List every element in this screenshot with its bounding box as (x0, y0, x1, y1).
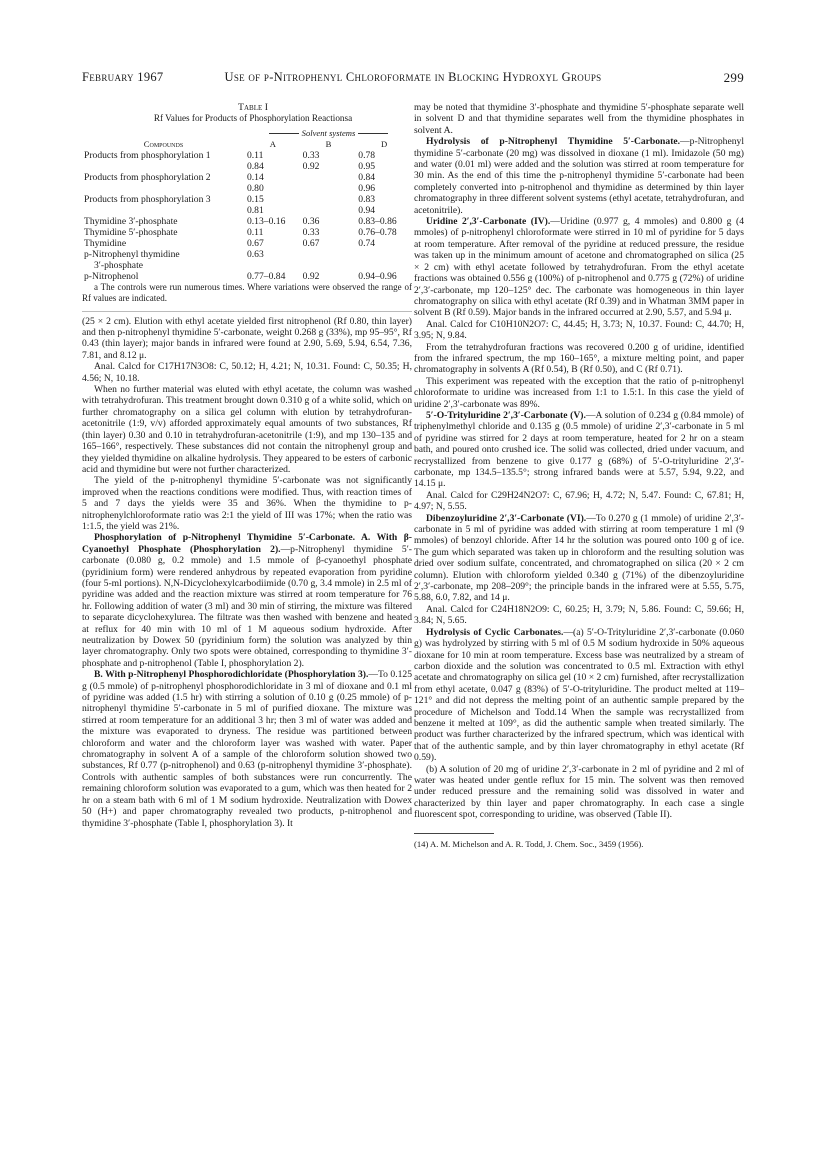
paragraph-text: (b) A solution of 20 mg of uridine 2′,3′-carbonate in 2 ml of pyridine and 2 ml of water was heated under gentle reflux for 15 min. The solvent was then removed under reduced pressure and the remaining solid was dissolved in water and characterized by thin layer and paper chromatography. In each case a single fluorescent spot, corresponding to uridine, was observed (Table II). (414, 763, 744, 821)
header-title: Use of p-Nitrophenyl Chloroformate in Blocking Hydroxyl Groups (224, 70, 602, 84)
column-header: Compounds (143, 138, 184, 149)
compound-cell: Thymidine (84, 237, 127, 249)
rf-value-cell: 0.81 (246, 204, 264, 216)
rf-value-cell: 0.84 (246, 160, 264, 172)
column-header: A (269, 138, 276, 149)
compound-cell: Thymidine 5′-phosphate (84, 226, 178, 238)
paragraph (414, 342, 744, 376)
rf-value-cell: 0.67 (302, 237, 320, 249)
compound-cell: p-Nitrophenyl thymidine (84, 248, 180, 260)
rf-value-cell: 0.77–0.84 (246, 270, 286, 282)
running-header (82, 70, 744, 86)
section-heading: Hydrolysis of p-Nitrophenyl Thymidine 5′-Carbonate. (426, 136, 681, 148)
solvent-systems-label: Solvent systems (301, 127, 356, 138)
section-heading: Dibenzoyluridine 2′,3′-Carbonate (VI). (426, 512, 587, 524)
page-number: 299 (723, 70, 744, 85)
compound-cell: 3′-phosphate (94, 259, 143, 271)
table-row (82, 205, 412, 216)
table-row (82, 172, 412, 183)
section-paragraph (414, 136, 744, 216)
rf-value-cell: 0.33 (302, 149, 320, 161)
rf-value-cell: 0.76–0.78 (358, 226, 397, 238)
table-1 (82, 102, 412, 312)
compound-cell (82, 205, 245, 216)
table-row (82, 260, 412, 271)
compound-cell (82, 183, 245, 194)
rf-value-cell: 0.94–0.96 (358, 270, 397, 282)
rf-value-cell: 0.67 (246, 237, 264, 249)
compound-cell: Products from phosphorylation 2 (84, 171, 211, 183)
paragraph-text: —p-Nitrophenyl thymidine 5′-carbonate (0.080 g, 0.2 mmole) and 1.5 mmole of β-cyanoethyl phosphate (pyridinium form) were rendered anhydrous by repeated evaporation from pyridine (four 5-ml portions). N,N-Dicyclohexylcarbodiimide (0.70 g, 3.4 mmole) in 2.5 ml of pyridine was added and the reaction mixture was stirred at room temperature for 76 hr. Following addition of water (3 ml) and 30 min of stirring, the mixture was filtered to separate dicyclohexylurea. The filtrate was then washed with benzene and heated at reflux for 40 min with 10 ml of 1 M aqueous sodium hydroxide. After neutralization by Dowex 50 (pyridinium form) the solution was analyzed by thin layer chromatography. Only two spots were obtained, corresponding to thymidine 3′-phosphate and p-nitrophenol (Table I, phosphorylation 2). (82, 543, 412, 669)
paragraph-text: This experiment was repeated with the exception that the ratio of p-nitrophenyl chloroformate to uridine was increased from 1:1 to 1.5:1. In this case the yield of uridine 2′,3′-carbonate was 89%. (414, 375, 744, 410)
table-row (82, 238, 412, 249)
rf-value-cell: 0.11 (246, 226, 264, 238)
paragraph-text: Anal. Calcd for C10H10N2O7: C, 44.45; H, 3.73; N, 10.37. Found: C, 44.70; H, 3.95; N, 9.84. (414, 318, 744, 342)
table-footnote: a The controls were run numerous times. Where variations were observed the range of Rf values are indicated. (82, 281, 412, 304)
section-heading: 5′-O-Trityluridine 2′,3′-Carbonate (V). (426, 409, 586, 421)
rf-value-cell (301, 260, 357, 271)
paragraph-text: —(a) 5′-O-Trityluridine 2′,3′-carbonate (0.060 g) was hydrolyzed by stirring with 5 ml of 0.5 M sodium hydroxide in 50% aqueous dioxane for 10 min at room temperature. Excess base was neutralized by a stream of carbon dioxide and the solution was concentrated to 0.5 ml. Extraction with ethyl acetate and chromatography on silica gel (10 × 2 cm) furnished, after recrystallization from ethyl acetate, 0.047 g (83%) of 5′-O-trityluridine. The product melted at 119–121° and did not depress the melting point of an authentic sample prepared by the procedure of Michelson and Todd.14 When the sample was recrystallized from benzene it melted at 109°, as did the authentic sample when treated similarly. The product was further characterized by the infrared spectrum, which was identical with that of the authentic sample, and by thin layer chromatography in ethyl acetate (Rf 0.59). (414, 626, 744, 764)
reference-14: (14) A. M. Michelson and A. R. Todd, J. Chem. Soc., 3459 (1956). (414, 838, 644, 849)
section-paragraph (414, 410, 744, 490)
paragraph (82, 361, 412, 384)
rf-value-cell: 0.15 (246, 193, 264, 205)
paragraph (414, 102, 744, 136)
compound-cell: Products from phosphorylation 1 (84, 149, 211, 161)
rf-value-cell: 0.84 (358, 171, 376, 183)
section-paragraph (414, 627, 744, 764)
paragraph-text: Anal. Calcd for C29H24N2O7: C, 67.96; H, 4.72; N, 5.47. Found: C, 67.81; H, 4.97; N, 5.55. (414, 489, 744, 513)
rf-value-cell (245, 260, 301, 271)
paragraph (414, 604, 744, 627)
paragraph (414, 490, 744, 513)
section-heading: Phosphorylation of p-Nitrophenyl Thymidine 5′-Carbonate. A. With β-Cyanoethyl Phosphate (Phosphorylation 2). (82, 532, 412, 555)
section-paragraph (82, 669, 412, 829)
rf-value-cell: 0.11 (246, 149, 264, 161)
rf-value-cell: 0.95 (358, 160, 376, 172)
table-row (82, 194, 412, 205)
rf-value-cell: 0.83 (358, 193, 376, 205)
paragraph-text: —p-Nitrophenyl thymidine 5′-carbonate (20 mg) was dissolved in dioxane (1 ml). Imidazole (50 mg) and water (0.01 ml) were added and the solution was stirred at room temperature for 30 min. As the end of this time the p-nitrophenyl thymidine 5′-carbonate had been completely converted into p-nitrophenol and thymidine as determined by thin layer chromatography in three different solvent systems (ethyl acetate, tetrahydrofuran, and acetonitrile). (414, 136, 744, 216)
rf-value-cell: 0.74 (358, 237, 376, 249)
header-date: February 1967 (82, 70, 164, 84)
rf-value-cell: 0.33 (302, 226, 320, 238)
table-title: Rf Values for Products of Phosphorylation Reactionsa (153, 113, 353, 124)
table-label: Table I (238, 102, 268, 113)
paragraph-text: Anal. Calcd for C17H17N3O8: C, 50.12; H, 4.21; N, 10.31. Found: C, 50.35; H, 4.56; N, 10.18. (82, 361, 412, 384)
paragraph-text: The yield of the p-nitrophenyl thymidine 5′-carbonate was not significantly improved when the reactions conditions were modified. Thus, with reaction times of 5 and 7 days the yields were 35 and 36%. When the thymidine to p-nitrophenylchloroformate ratio was 2:1 the yield of III was 17%; when the ratio was 1:1.5, the yield was 21%. (82, 475, 412, 532)
compound-cell: p-Nitrophenol (84, 270, 139, 282)
rf-value-cell: 0.92 (302, 270, 320, 282)
rf-value-cell (301, 194, 357, 205)
table-divider (82, 305, 412, 312)
compound-cell: Thymidine 3′-phosphate (84, 215, 178, 227)
table-row (82, 227, 412, 238)
paragraph-text: From the tetrahydrofuran fractions was recovered 0.200 g of uridine, identified from the infrared spectrum, the mp 160–165°, a mixture melting point, and paper chromatography in solvents A (Rf 0.54), B (Rf 0.50), and C (Rf 0.71). (414, 341, 744, 376)
rf-value-cell: 0.92 (302, 160, 320, 172)
rf-value-cell: 0.14 (246, 171, 264, 183)
section-heading: Uridine 2′,3′-Carbonate (IV). (426, 216, 551, 228)
paragraph-text: —Uridine (0.977 g, 4 mmoles) and 0.800 g (4 mmoles) of p-nitrophenyl chloroformate were stirred in 10 ml of pyridine for 5 days at room temperature. After removal of the pyridine at reduced pressure, the residue was taken up in the minimum amount of acetone and chromatographed on silica (25 × 2 cm) with ethyl acetate followed by tetrahydrofuran. From the ethyl acetate fractions was obtained 0.556 g (100%) of p-nitrophenol and 0.775 g (72%) of uridine 2′,3′-carbonate, mp 120–125° dec. The carbonate was homogeneous in thin layer chromatography on silica with ethyl acetate (Rf 0.39) and in Whatman 3MM paper in solvent B (Rf 0.59). Major bands in the infrared occurred at 2.90, 5.57, and 5.94 μ. (414, 216, 744, 319)
rf-table (82, 126, 412, 282)
table-header-row (82, 139, 412, 150)
section-paragraph (82, 532, 412, 669)
paragraph-text: —A solution of 0.234 g (0.84 mmole) of triphenylmethyl chloride and 0.135 g (0.5 mmole) of uridine 2′,3′-carbonate in 5 ml of pyridine was stirred for 2 days at room temperature, heated for 2 hr on a steam bath, and poured onto crushed ice. The solid was collected, dried under vacuum, and recrystallized from benzene to give 0.177 g (68%) of 5′-O-trityluridine 2′,3′-carbonate, mp 134.5–135.5°; strong infrared bands were at 5.57, 5.94, 9.22, and 14.15 μ. (414, 409, 744, 490)
rf-value-cell: 0.96 (358, 182, 376, 194)
rf-value-cell (356, 260, 412, 271)
right-column (414, 102, 744, 850)
table-row (82, 150, 412, 161)
rf-value-cell: 0.13–0.16 (246, 215, 286, 227)
rf-value-cell (301, 205, 357, 216)
column-header: B (325, 138, 332, 149)
rf-value-cell: 0.63 (246, 248, 264, 260)
rf-value-cell (356, 249, 412, 260)
paragraph-text: may be noted that thymidine 3′-phosphate and thymidine 5′-phosphate separate well in solvent D and that thymidine separates well from the thymidine phosphates in solvent A. (414, 102, 744, 136)
section-heading: Hydrolysis of Cyclic Carbonates. (426, 626, 564, 638)
rf-value-cell: 0.80 (246, 182, 264, 194)
rf-value-cell (301, 172, 357, 183)
rf-value-cell: 0.83–0.86 (358, 215, 397, 227)
paragraph-text: Anal. Calcd for C24H18N2O9: C, 60.25; H, 3.79; N, 5.86. Found: C, 59.66; H, 3.84; N, 5.65. (414, 603, 744, 627)
rf-value-cell: 0.36 (302, 215, 320, 227)
paragraph (414, 319, 744, 342)
paragraph-text: When no further material was eluted with ethyl acetate, the column was washed with tetrahydrofuran. This treatment brought down 0.310 g of a white solid, which on further chromatography on a silica gel column with elution by tetrahydrofuran-acetonitrile (1:9, v/v) afforded approximately equal amounts of two substances, Rf (thin layer) 0.30 and 0.10 in tetrahydrofuran-acetonitrile (1:9), and mp 130–135 and 165–166°, respectively. These substances did not contain the nitrophenyl group and they yielded thymidine on alkaline hydrolysis. They appeared to be esters of carbonic acid and thymidine but were not further characterized. (82, 384, 412, 475)
compound-cell: Products from phosphorylation 3 (84, 193, 211, 205)
compound-cell (82, 161, 245, 172)
table-row (82, 249, 412, 260)
table-row (82, 161, 412, 172)
paragraph-text: (25 × 2 cm). Elution with ethyl acetate yielded first nitrophenol (Rf 0.80, thin layer) and then p-nitrophenyl thymidine 5′-carbonate, weight 0.268 g (33%), mp 95–95°, Rf 0.43 (thin layer); major bands in infrared were found at 2.90, 5.69, 5.94, 6.54, 7.36, 7.81, and 8.12 μ. (82, 315, 412, 361)
left-body-text (82, 316, 412, 829)
rf-value-cell (301, 183, 357, 194)
paragraph (414, 376, 744, 410)
table-row (82, 271, 412, 282)
table-row (82, 216, 412, 227)
paragraph (82, 316, 412, 362)
rf-value-cell: 0.94 (358, 204, 376, 216)
paragraph (82, 384, 412, 475)
rf-value-cell: 0.78 (358, 149, 376, 161)
paragraph (82, 475, 412, 532)
section-heading: B. With p-Nitrophenyl Phosphorodichloridate (Phosphorylation 3). (94, 669, 369, 681)
solvent-systems-row (82, 126, 412, 139)
section-paragraph (414, 216, 744, 319)
paragraph (414, 764, 744, 821)
column-header: D (381, 138, 388, 149)
right-body-text (414, 102, 744, 821)
footnote-divider (414, 833, 644, 850)
table-row (82, 183, 412, 194)
rf-value-cell (301, 249, 357, 260)
left-column (82, 102, 412, 829)
paragraph-text: —To 0.125 g (0.5 mmole) of p-nitrophenyl phosphorodichloridate in 3 ml of dioxane and 0.1 ml of pyridine was added (1.5 hr) with stirring a solution of 0.10 g (0.25 mmole) of p-nitrophenyl thymidine 5′-carbonate in 5 ml of purified dioxane. The mixture was stirred at room temperature for an additional 3 hr; then 3 ml of water was added and the mixture was evaporated to dryness. The residue was partitioned between chloroform and water and the chloroform layer was washed with water. Paper chromatography in solvent A of a sample of the chloroform solution showed two substances, Rf 0.77 (p-nitrophenol) and 0.63 (p-nitrophenyl thymidine 3′-phosphate). Controls with authentic samples of both substances were run concurrently. The remaining chloroform solution was evaporated to a gum, which was then heated for 2 hr on a steam bath with 6 ml of 1 M sodium hydroxide. Neutralization with Dowex 50 (H+) and paper chromatography revealed two products, p-nitrophenol and thymidine 3′-phosphate (Table I, phosphorylation 3). It (82, 669, 412, 829)
section-paragraph (414, 513, 744, 604)
paragraph-text: —To 0.270 g (1 mmole) of uridine 2′,3′-carbonate in 5 ml of pyridine was added with stirring at room temperature 1 ml (9 mmoles) of benzoyl chloride. After 14 hr the solution was poured onto 100 g of ice. The gum which separated was taken up in chloroform and the resulting solution was dried over sodium sulfate, concentrated, and chromatographed on silica (20 × 2 cm column). Elution with chloroform yielded 0.340 g (71%) of the dibenzoyluridine 2′,3′-carbonate, mp 208–209°; the principle bands in the infrared were at 5.55, 5.75, 5.88, 6.0, 7.82, and 14 μ. (414, 512, 744, 604)
